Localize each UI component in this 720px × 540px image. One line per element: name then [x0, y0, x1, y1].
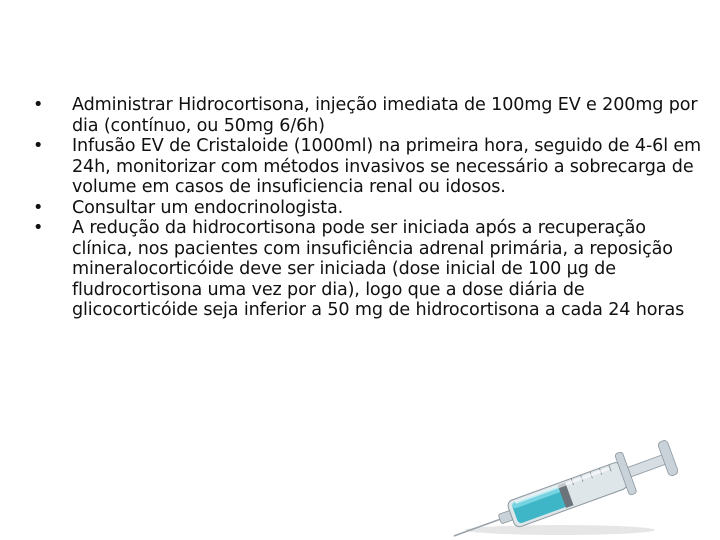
bullet-item: [30, 136, 702, 198]
bullet-list: [30, 95, 702, 321]
bullet-text: A redução da hidrocortisona pode ser iniciada após a recuperação clínica, nos pacientes com insuficiência adrenal primária, a reposição mineralocorticóide deve ser iniciada (dose inicial de 100 µg de fludrocortisona uma vez por dia), logo que a dose diária de glicocorticóide seja inferior a 50 mg de hidrocortisona a cada 24 horas: [72, 218, 685, 320]
bullet-item: [30, 198, 702, 219]
bullet-dot: •: [33, 197, 44, 218]
bullet-dot: •: [33, 95, 44, 115]
bullet-item: [30, 95, 702, 136]
bullet-item: [30, 218, 702, 321]
bullet-text: Infusão EV de Cristaloide (1000ml) na primeira hora, seguido de 4-6l em 24h, monitorizar com métodos invasivos se necessário a sobrecarga de volume em casos de insuficiencia renal ou idosos.: [72, 136, 702, 197]
bullet-dot: •: [33, 136, 44, 156]
syringe-icon: [450, 438, 705, 538]
bullet-dot: •: [33, 218, 44, 238]
bullet-text: Consultar um endocrinologista.: [72, 197, 344, 218]
bullet-text: Administrar Hidrocortisona, injeção imediata de 100mg EV e 200mg por dia (contínuo, ou 50mg 6/6h): [72, 95, 698, 136]
